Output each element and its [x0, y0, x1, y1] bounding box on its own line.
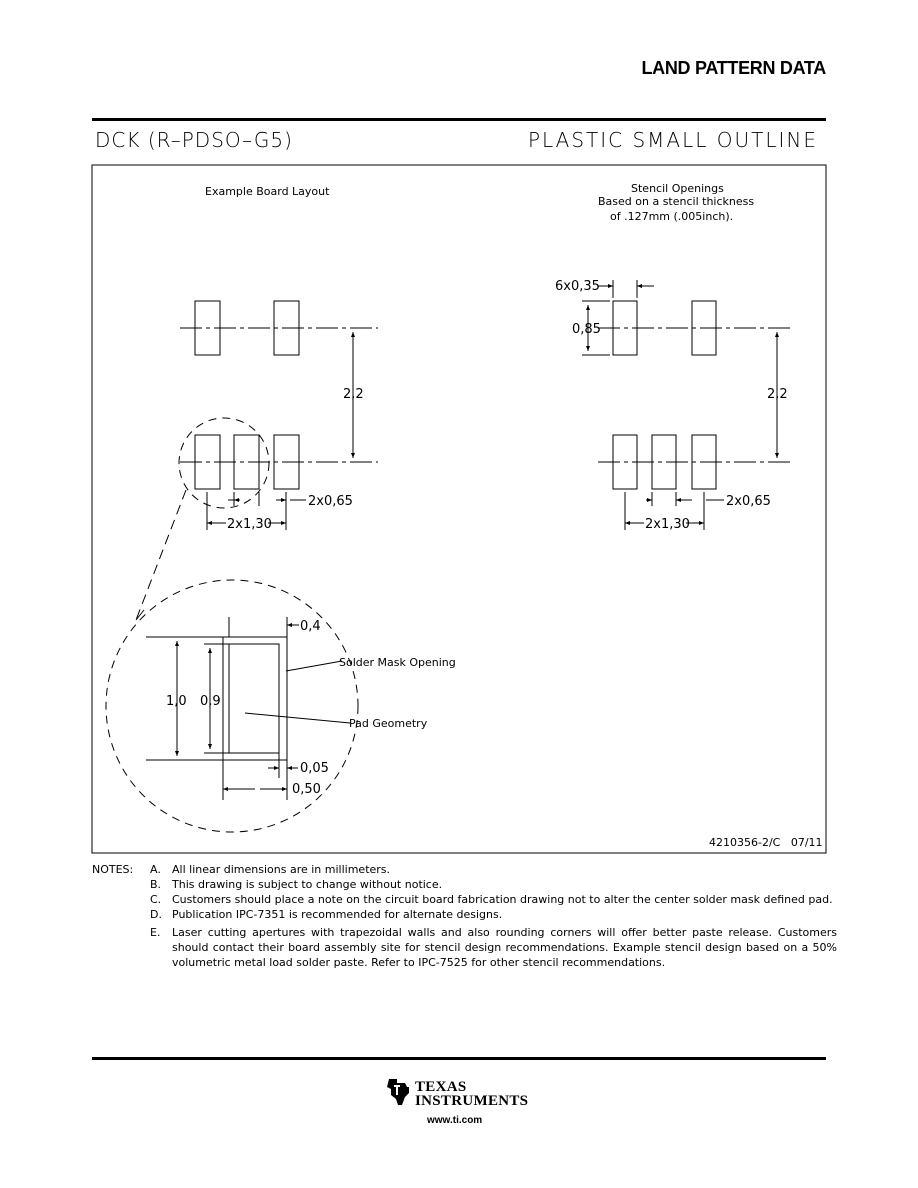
note-letter: A.	[150, 863, 161, 876]
package-outline: PLASTIC SMALL OUTLINE	[528, 128, 818, 152]
package-code: DCK (R–PDSO–G5)	[95, 128, 293, 152]
page-header-title: LAND PATTERN DATA	[641, 58, 826, 78]
note-text: Publication IPC-7351 is recommended for alternate designs.	[172, 908, 503, 921]
note-letter: B.	[150, 878, 162, 891]
note-letter: D.	[150, 908, 162, 921]
detail-dim-0-50: 0,50	[292, 782, 321, 797]
ti-logo	[385, 1075, 535, 1135]
logo-line-instruments: INSTRUMENTS	[415, 1093, 529, 1109]
dim-stencil-width: 6x0,35	[555, 279, 600, 294]
dim-2-2-right: 2,2	[767, 387, 788, 402]
ti-state-icon	[385, 1077, 411, 1107]
stencil-title-line2: Based on a stencil thickness	[598, 195, 755, 208]
label-solder-mask-opening: Solder Mask Opening	[339, 656, 456, 669]
dim-2-2-left: 2,2	[343, 387, 364, 402]
bottom-rule	[92, 1057, 826, 1060]
label-pad-geometry: Pad Geometry	[349, 717, 428, 730]
note-text: Customers should place a note on the circuit board fabrication drawing not to alter the center solder mask defined pad.	[172, 893, 833, 906]
dim-pad-width-right: 2x0,65	[726, 494, 771, 509]
website-link[interactable]: www.ti.com	[427, 1115, 483, 1126]
note-letter: C.	[150, 893, 162, 906]
stencil-title-line3: of .127mm (.005inch).	[610, 210, 734, 223]
logo-line-texas: TEXAS	[415, 1079, 467, 1095]
solder-mask-opening	[223, 637, 287, 760]
drawing-frame	[92, 165, 826, 853]
pad-geometry	[229, 644, 279, 753]
notes-heading: NOTES:	[92, 863, 134, 876]
detail-callout-circle	[179, 418, 269, 508]
dim-pad-pitch-left: 2x1,30	[227, 517, 272, 532]
drawing-number: 4210356-2/C 07/11	[709, 836, 823, 849]
dim-pad-width-left: 2x0,65	[308, 494, 353, 509]
note-text: This drawing is subject to change without notice.	[172, 878, 443, 891]
note-letter: E.	[150, 926, 161, 939]
dim-stencil-height: 0,85	[572, 322, 601, 337]
detail-dim-0-05: 0,05	[300, 761, 329, 776]
detail-dim-1-0: 1,0	[166, 694, 187, 709]
note-text: All linear dimensions are in millimeters.	[172, 863, 391, 876]
detail-dim-0-9: 0,9	[200, 694, 221, 709]
dim-pad-pitch-right: 2x1,30	[645, 517, 690, 532]
stencil-title-line1: Stencil Openings	[631, 182, 724, 195]
detail-dim-0-4: 0,4	[300, 619, 321, 634]
note-text: Laser cutting apertures with trapezoidal walls and also rounding corners will offer better paste release. Customers should contact their board assembly site for stencil design recommendations. Example stencil design based on a 50% volumetric metal load solder paste. Refer to IPC-7525 for other stencil recommendations.	[172, 926, 837, 969]
board-layout-title: Example Board Layout	[205, 185, 330, 198]
